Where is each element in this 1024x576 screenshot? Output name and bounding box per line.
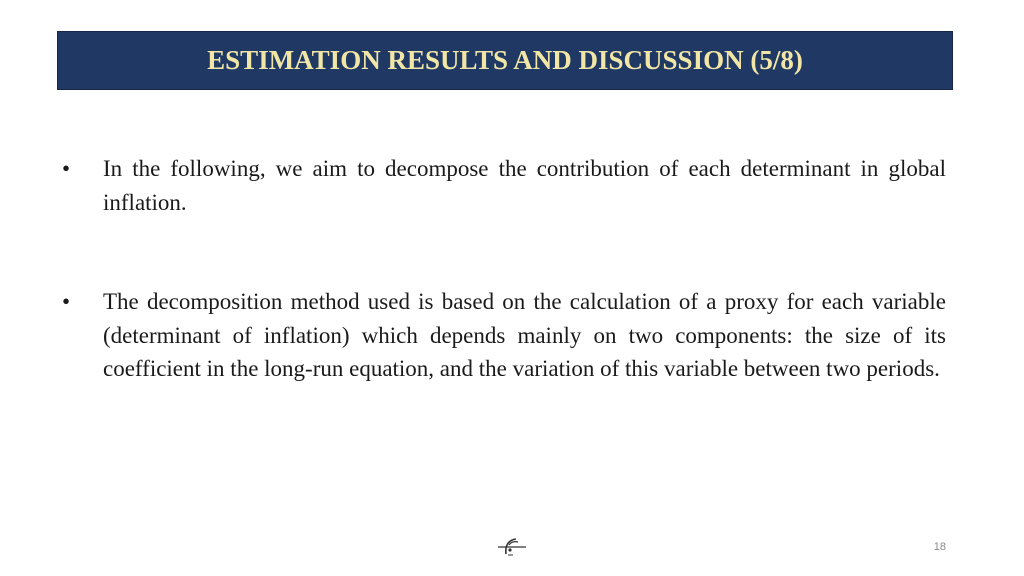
bullet-marker: • (62, 156, 71, 181)
bullet-marker: • (62, 289, 71, 314)
institution-logo-icon (496, 534, 528, 558)
bullet-text: The decomposition method used is based on the calculation of a proxy for each variable (determinant of inflation) which depends mainly on two components: the size of its coefficient in the long-run equation, and the variation of this variable between two periods. (103, 289, 946, 381)
bullet-item (62, 285, 946, 386)
logo-graphic (496, 534, 528, 558)
title-banner (57, 31, 953, 90)
bullet-item (62, 152, 946, 219)
slide-title: ESTIMATION RESULTS AND DISCUSSION (5/8) (207, 45, 803, 75)
bullet-list (62, 152, 946, 386)
page-number: 18 (933, 541, 946, 553)
bullet-text: In the following, we aim to decompose the contribution of each determinant in global inflation. (103, 156, 946, 215)
